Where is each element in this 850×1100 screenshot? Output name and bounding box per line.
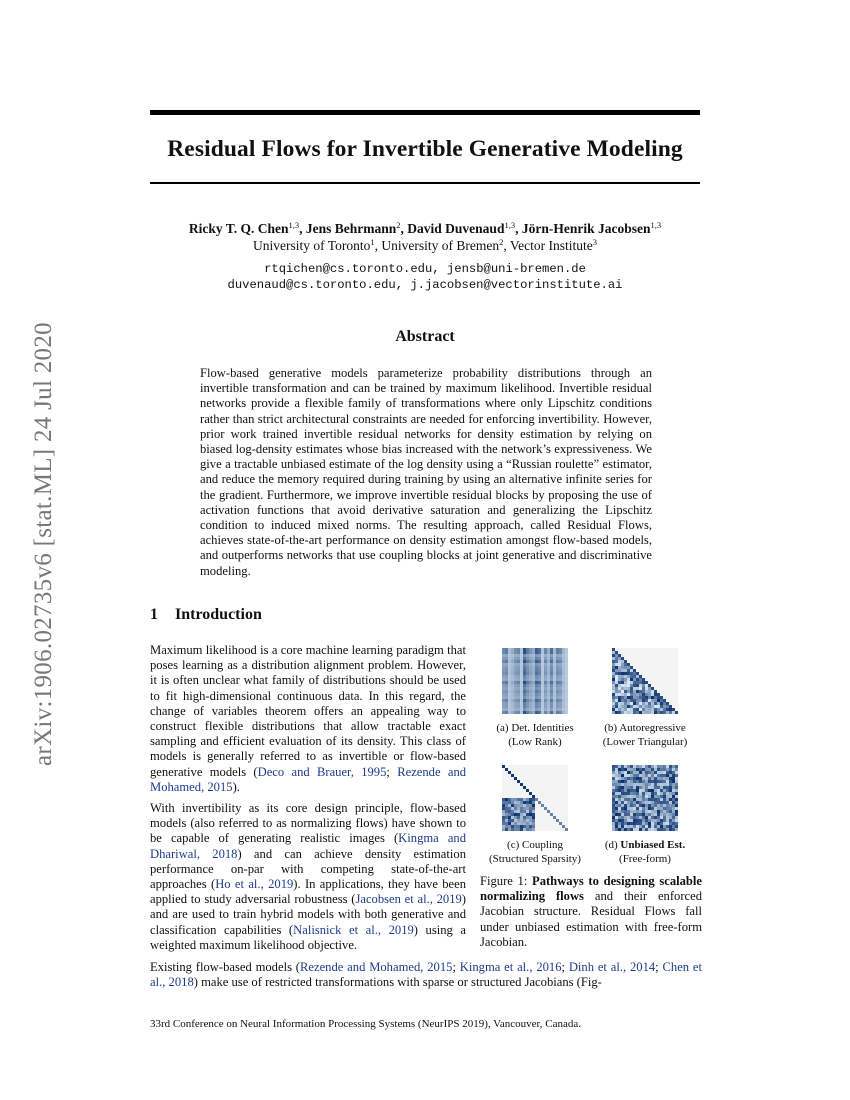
email-line[interactable]: rtqichen@cs.toronto.edu, jensb@uni-bremen.de xyxy=(264,262,586,276)
author-name: David Duvenaud xyxy=(407,221,505,236)
citation-link[interactable]: Rezende and Mohamed, 2015 xyxy=(300,960,453,974)
intro-paragraph-3: Existing flow-based models (Rezende and Mohamed, 2015; Kingma et al., 2016; Dinh et al., 2014; Chen et al., 2018) make use of restricted transformations with sparse or structured Jacobians (Fig- xyxy=(150,960,703,990)
title-rule xyxy=(150,182,700,184)
citation-link[interactable]: Chen et al., 2018 xyxy=(150,960,703,990)
affiliation: Vector Institute xyxy=(509,238,593,253)
abstract-heading: Abstract xyxy=(395,328,455,345)
subcaption-c: (c) Coupling (Structured Sparsity) xyxy=(489,839,581,865)
citation-link[interactable]: Nalisnick et al., 2019 xyxy=(293,922,414,937)
subcaption-d: (d) Unbiased Est. (Free-form) xyxy=(604,839,686,865)
citation-link[interactable]: Dinh et al., 2014 xyxy=(568,960,656,974)
affiliation-list: University of Toronto$^1$, University of Bremen$^2$, Vector Institute$^3$ xyxy=(253,237,597,253)
citation-link[interactable]: Kingma et al., 2016 xyxy=(459,960,562,974)
subcaption-b: (b) Autoregressive (Lower Triangular) xyxy=(602,722,688,748)
intro-paragraph-2: With invertibility as its core design principle, flow-based models (also referred to as normalizing flows) have shown to be capable of generating realistic images (Kingma and Dhariwal, 2018) and can achieve density estimation performance on-par with competing state-of-the-art approaches (Ho et al., 2019). In applications, they have been applied to study adversarial robustness (Jacobsen et al., 2019) and are used to train hybrid models with both generative and classification capabilities (Nalisnick et al., 2019) using a weighted maximum likelihood objective. xyxy=(150,801,467,952)
intro-paragraph-1: Maximum likelihood is a core machine learning paradigm that poses learning as a distribution alignment problem. However, it is often unclear what family of distributions should be used to fit high-dimensional continuous data. In this regard, the change of variables theorem offers an appealing way to construct flexible distributions that allow tractable exact sampling and efficient evaluation of its density. This class of models is generally referred to as invertible or flow-based generative models (Deco and Brauer, 1995; Rezende and Mohamed, 2015). xyxy=(150,643,467,794)
footer-note: 33rd Conference on Neural Information Processing Systems (NeurIPS 2019), Vancouver, Canada. xyxy=(150,1018,582,1030)
citation-link[interactable]: Ho et al., 2019 xyxy=(215,877,294,892)
abstract-text: Flow-based generative models parameterize probability distributions through an invertible transformation and can be trained by maximum likelihood. Invertible residual networks provide a flexible family of transformations where only Lipschitz conditions rather than strict architectural constraints are needed for enforcing invertibility. However, prior work trained invertible residual networks for density estimation by relying on biased log-density estimates whose bias increased with the network’s expressiveness. We give a tractable unbiased estimate of the log density using a “Russian roulette” estimator, and reduce the memory required during training by using an alternative infinite series for the gradient. Furthermore, we improve invertible residual blocks by proposing the use of activation functions that avoid derivative saturation and generalizing the Lipschitz condition to induced mixed norms. The resulting approach, called Residual Flows, achieves state-of-the-art performance on density estimation amongst flow-based models, and outperforms networks that use coupling blocks at joint generative and discriminative modeling. xyxy=(200,366,652,578)
section-number: 1 xyxy=(150,606,158,623)
jacobian-lower-triangular-image xyxy=(612,648,678,714)
affiliation: University of Toronto xyxy=(253,238,371,253)
citation-link[interactable]: Deco and Brauer, 1995 xyxy=(257,764,387,779)
citation-link[interactable]: Rezende and Mohamed, 2015 xyxy=(150,764,467,794)
subcaption-a: (a) Det. Identities (Low Rank) xyxy=(496,722,574,748)
email-line[interactable]: duvenaud@cs.toronto.edu, j.jacobsen@vectorinstitute.ai xyxy=(227,278,623,292)
author-name: Jens Behrmann xyxy=(305,221,397,236)
paper-title: Residual Flows for Invertible Generative Modeling xyxy=(167,136,683,162)
citation-link[interactable]: Jacobsen et al., 2019 xyxy=(355,892,462,907)
jacobian-free-form-image xyxy=(612,765,678,831)
email-block xyxy=(100,261,750,293)
author-block xyxy=(100,220,750,254)
figure-caption: Figure 1: Pathways to designing scalable normalizing flows and their enforced Jacobian structure. Residual Flows fall under unbiased estimation with free-form Jacobian. xyxy=(480,874,703,949)
jacobian-structured-sparsity-image xyxy=(502,765,568,831)
citation-link[interactable]: Kingma and Dhariwal, 2018 xyxy=(150,831,467,861)
top-rule xyxy=(150,110,700,115)
section-heading xyxy=(150,606,262,624)
jacobian-low-rank-image xyxy=(502,648,568,714)
author-name: Ricky T. Q. Chen xyxy=(188,221,289,236)
author-list: Ricky T. Q. Chen$^{1,3}$, Jens Behrmann$^2$, David Duvenaud$^{1,3}$, Jörn-Henrik Jacobsen$^{1,3}$ xyxy=(188,220,662,236)
author-name: Jörn-Henrik Jacobsen xyxy=(521,221,651,236)
section-title: Introduction xyxy=(175,606,262,623)
arxiv-stamp: arXiv:1906.02735v6 [stat.ML] 24 Jul 2020 xyxy=(30,322,57,766)
affiliation: University of Bremen xyxy=(381,238,500,253)
